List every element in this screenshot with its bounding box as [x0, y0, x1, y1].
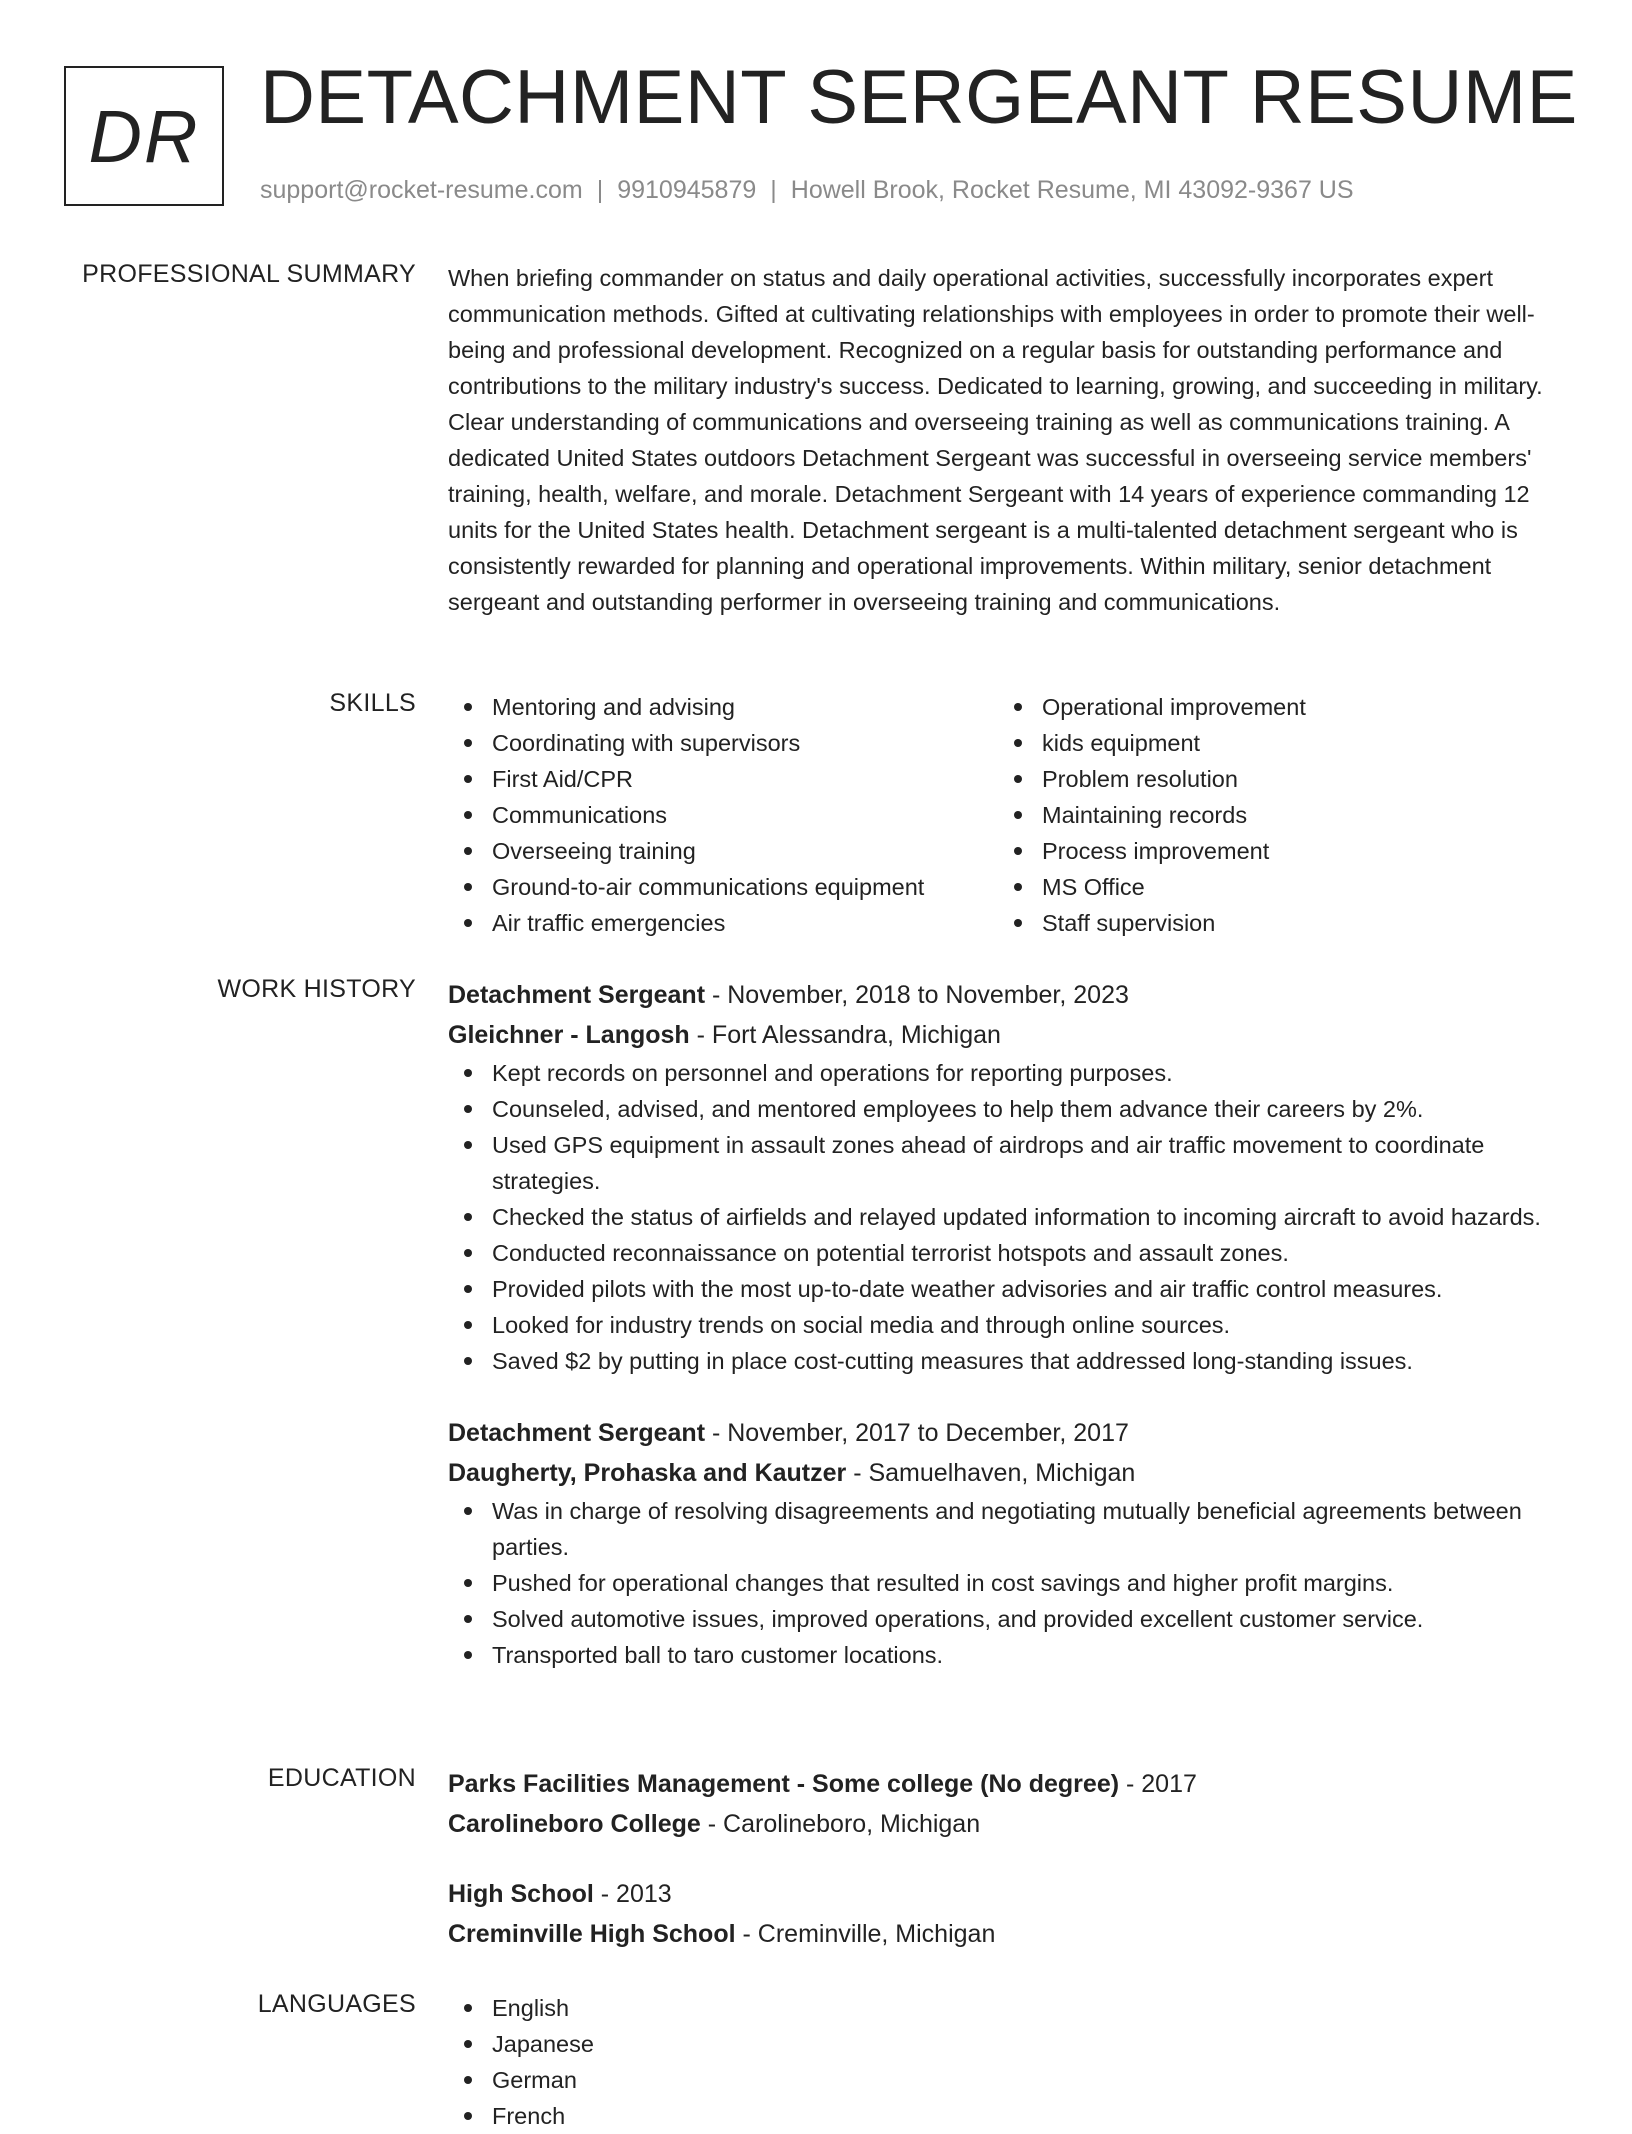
skill-item: Process improvement: [998, 833, 1548, 869]
job-bullet: Used GPS equipment in assault zones ahead of airdrops and air traffic movement to coordinate strategies.: [448, 1127, 1570, 1199]
education-degree-line: [448, 1874, 1570, 1914]
monogram-box: [64, 66, 224, 206]
skill-item: MS Office: [998, 869, 1548, 905]
skill-item: Maintaining records: [998, 797, 1548, 833]
skill-item: Mentoring and advising: [448, 689, 998, 725]
summary-text: When briefing commander on status and daily operational activities, successfully incorporates expert communication methods. Gifted at cultivating relationships with employees in order to promote their well-being and professional development. Recognized on a regular basis for outstanding performance and contributions to the military industry's success. Dedicated to learning, growing, and succeeding in military. Clear understanding of communications and overseeing training as well as communications training. A dedicated United States outdoors Detachment Sergeant was successful in overseeing service members' training, health, welfare, and morale. Detachment Sergeant with 14 years of experience commanding 12 units for the United States health. Detachment sergeant is a multi-talented detachment sergeant who is consistently rewarded for planning and operational improvements. Within military, senior detachment sergeant and outstanding performer in overseeing training and communications.: [448, 265, 1543, 615]
language-item: German: [448, 2062, 1570, 2098]
skills-list-right: [998, 689, 1548, 941]
skill-item: Staff supervision: [998, 905, 1548, 941]
section-label-skills: SKILLS: [329, 689, 416, 717]
education-entry: [448, 1764, 1570, 1844]
job-location: - Samuelhaven, Michigan: [846, 1459, 1136, 1487]
summary-body: [448, 260, 1570, 620]
job-bullet: Pushed for operational changes that resulted in cost savings and higher profit margins.: [448, 1565, 1570, 1601]
job-bullet: Counseled, advised, and mentored employees to help them advance their careers by 2%.: [448, 1091, 1570, 1127]
job-bullet: Conducted reconnaissance on potential terrorist hotspots and assault zones.: [448, 1235, 1570, 1271]
job-bullet-list: [448, 1493, 1570, 1673]
education-entry: [448, 1874, 1570, 1954]
section-label-summary: PROFESSIONAL SUMMARY: [82, 260, 416, 288]
job-dates: - November, 2017 to December, 2017: [705, 1419, 1129, 1447]
contact-separator: |: [596, 176, 604, 204]
education-school: Carolineboro College: [448, 1810, 701, 1838]
education-degree: High School: [448, 1880, 594, 1908]
work-body: [448, 975, 1570, 1673]
job-bullet: Looked for industry trends on social media and through online sources.: [448, 1307, 1570, 1343]
job-bullet: Checked the status of airfields and relayed updated information to incoming aircraft to avoid hazards.: [448, 1199, 1570, 1235]
job-location: - Fort Alessandra, Michigan: [689, 1021, 1001, 1049]
job-entry: [448, 1413, 1570, 1673]
language-item: English: [448, 1990, 1570, 2026]
contact-address: Howell Brook, Rocket Resume, MI 43092-9367 US: [790, 176, 1354, 204]
skill-item: Coordinating with supervisors: [448, 725, 998, 761]
contact-line: [260, 176, 1354, 205]
job-bullet: Solved automotive issues, improved operations, and provided excellent customer service.: [448, 1601, 1570, 1637]
job-title-line: [448, 975, 1570, 1015]
education-body: [448, 1764, 1570, 1954]
education-location: - Creminville, Michigan: [735, 1920, 996, 1948]
languages-list: [448, 1990, 1570, 2134]
skill-item: Operational improvement: [998, 689, 1548, 725]
job-entry: [448, 975, 1570, 1379]
job-bullet: Saved $2 by putting in place cost-cutting measures that addressed long-standing issues.: [448, 1343, 1570, 1379]
job-company: Daugherty, Prohaska and Kautzer: [448, 1459, 847, 1487]
education-school-line: [448, 1804, 1570, 1844]
section-label-languages: LANGUAGES: [257, 1990, 416, 2018]
skills-body: [448, 689, 1570, 941]
job-title: Detachment Sergeant: [448, 981, 706, 1009]
job-company-line: [448, 1453, 1570, 1493]
section-label-education: EDUCATION: [267, 1764, 416, 1792]
section-label-work: WORK HISTORY: [217, 975, 416, 1003]
education-year: - 2017: [1119, 1770, 1197, 1798]
education-location: - Carolineboro, Michigan: [700, 1810, 981, 1838]
skill-item: kids equipment: [998, 725, 1548, 761]
skill-item: Air traffic emergencies: [448, 905, 998, 941]
job-company: Gleichner - Langosh: [448, 1021, 690, 1049]
job-title-line: [448, 1413, 1570, 1453]
skill-item: First Aid/CPR: [448, 761, 998, 797]
job-bullet: Provided pilots with the most up-to-date weather advisories and air traffic control measures.: [448, 1271, 1570, 1307]
job-bullet: Transported ball to taro customer locations.: [448, 1637, 1570, 1673]
education-degree-line: [448, 1764, 1570, 1804]
skill-item: Overseeing training: [448, 833, 998, 869]
education-school: Creminville High School: [448, 1920, 736, 1948]
job-bullet: Kept records on personnel and operations for reporting purposes.: [448, 1055, 1570, 1091]
job-dates: - November, 2018 to November, 2023: [705, 981, 1129, 1009]
contact-separator: |: [770, 176, 777, 204]
skills-list-left: [448, 689, 998, 941]
skill-item: Problem resolution: [998, 761, 1548, 797]
education-school-line: [448, 1914, 1570, 1954]
language-item: French: [448, 2098, 1570, 2134]
skill-item: Communications: [448, 797, 998, 833]
job-bullet-list: [448, 1055, 1570, 1379]
contact-email[interactable]: support@rocket-resume.com: [260, 176, 583, 204]
job-title: Detachment Sergeant: [448, 1419, 706, 1447]
education-degree: Parks Facilities Management - Some college (No degree): [448, 1770, 1120, 1798]
education-year: - 2013: [593, 1880, 672, 1908]
job-bullet: Was in charge of resolving disagreements and negotiating mutually beneficial agreements between parties.: [448, 1493, 1570, 1565]
monogram-initials: DR: [88, 94, 200, 178]
language-item: Japanese: [448, 2026, 1570, 2062]
skill-item: Ground-to-air communications equipment: [448, 869, 998, 905]
job-company-line: [448, 1015, 1570, 1055]
resume-title: DETACHMENT SERGEANT RESUME: [260, 55, 1578, 140]
contact-phone[interactable]: 9910945879: [617, 176, 757, 204]
languages-body: [448, 1990, 1570, 2134]
